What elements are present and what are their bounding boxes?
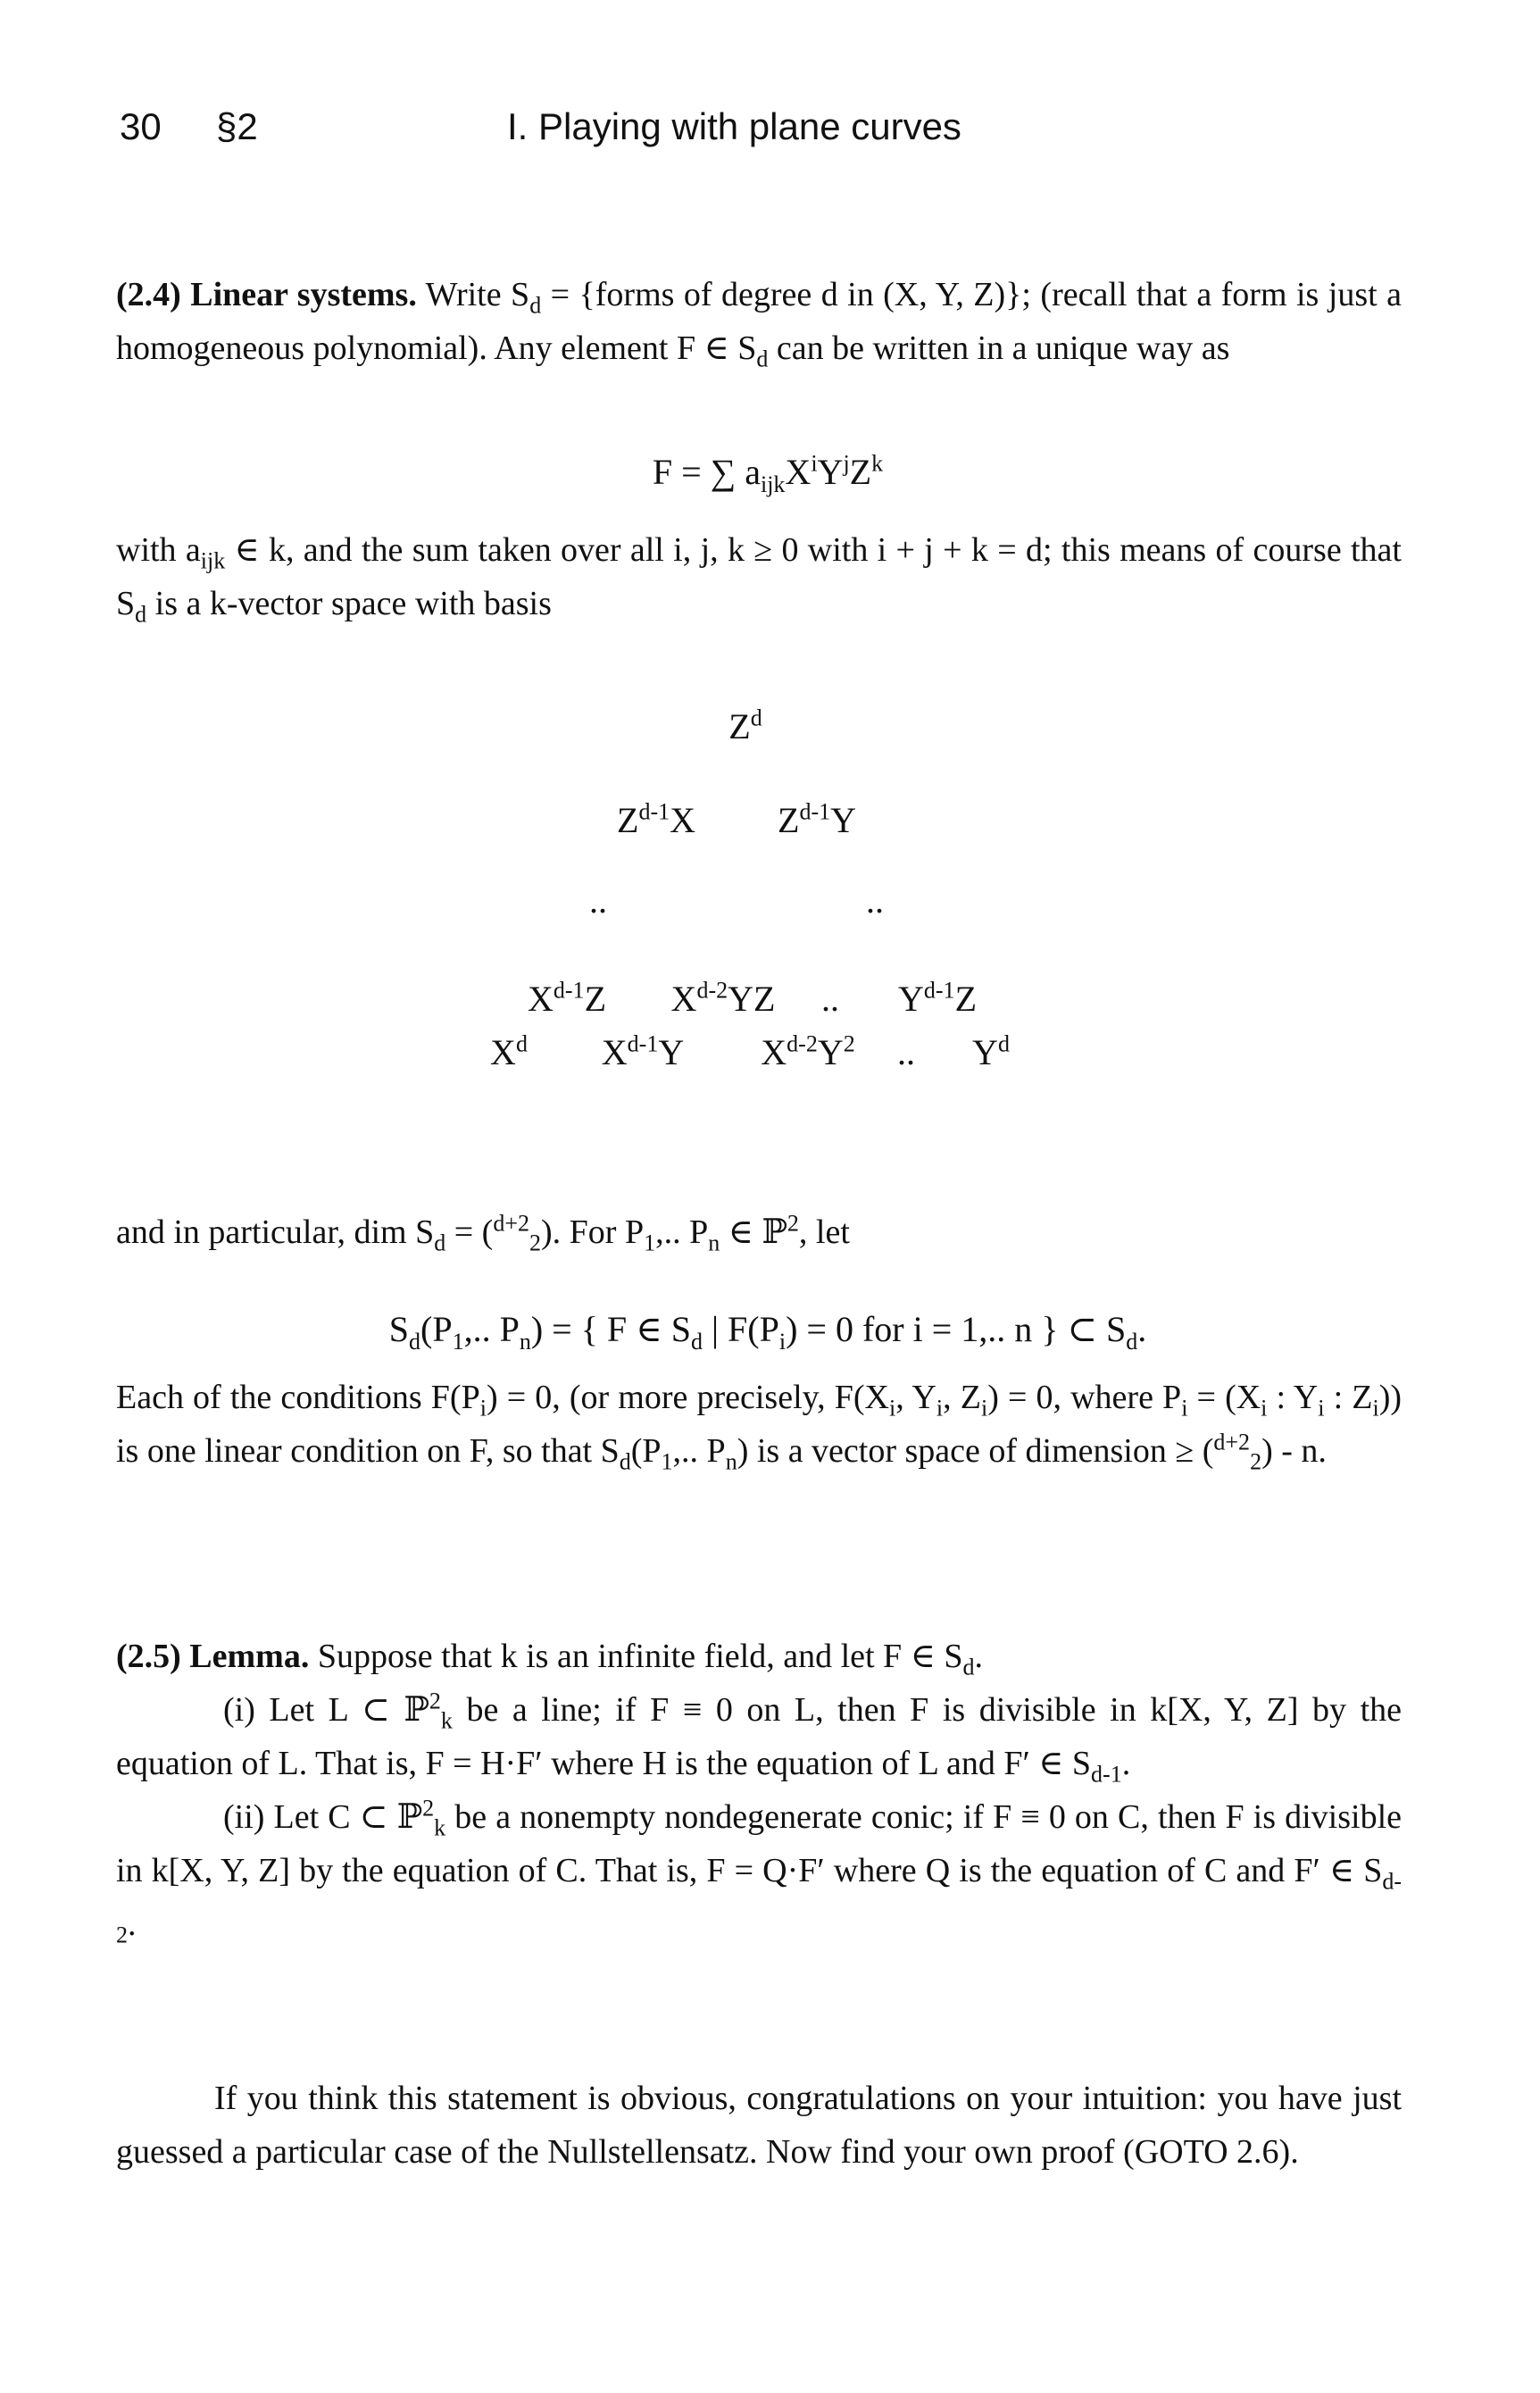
section-2-4-label: (2.4) Linear systems. — [116, 276, 417, 313]
basis-ellipsis: .. — [821, 979, 839, 1019]
basis-term: $Z^d$ — [728, 705, 762, 746]
chapter-title: I. Playing with plane curves — [507, 105, 961, 147]
basis-ellipsis: .. — [589, 880, 607, 921]
basis-ellipsis: .. — [897, 1032, 915, 1072]
section-2-4-basis-text: with $a_{ijk}$ ∈ k, and the sum taken over all i, j, k ≥ 0 with i + j + k = d; this means of course that $S_d$ is a k-vector space with basis — [116, 531, 1402, 628]
closing-remark: If you think this statement is obvious, congratulations on your intuition: you have just guessed a particular case of the Nullstellensatz. Now find your own proof (GOTO 2.6). — [116, 2080, 1402, 2171]
page — [116, 0, 1419, 2393]
basis-term: $X^{d-1}Y$ — [601, 1030, 685, 1072]
conditions-paragraph: Each of the conditions $F(P_i) = 0$, (or more precisely, $F(X_i$, $Y_i$, $Z_i) = 0$, where $P_i = (X_i$ : $Y_i$ : $Z_i$)) is one linear condition on F, so that $S_d(P_1$,.. $P_n$) is a vector space of dimension ≥ ($^{d+2}_2$) - n. — [116, 1379, 1402, 1475]
section-marker: §2 — [216, 105, 258, 147]
page-number: 30 — [120, 105, 162, 147]
basis-ellipsis: .. — [866, 880, 884, 921]
dimension-text: and in particular, dim $S_d = (^{d+2}_2)$. For $P_1$,.. $P_n$ ∈ ℙ$^2$, let — [116, 1210, 850, 1256]
basis-term: $Y^{d-1}Z$ — [898, 977, 977, 1019]
basis-term: $Z^{d-1}X$ — [617, 798, 695, 840]
basis-term: $X^{d-2}Y^2$ — [761, 1030, 855, 1072]
basis-term: $Z^{d-1}Y$ — [778, 798, 856, 840]
basis-term: $X^{d-2}YZ$ — [670, 977, 776, 1019]
basis-term: $X^d$ — [490, 1030, 528, 1072]
section-2-4-intro: (2.4) Linear systems. Write $S_d$ = {forms of degree d in (X, Y, Z)}; (recall that a form is just a homogeneous polynomial). Any element F ∈ $S_d$ can be written in a unique way as — [116, 276, 1402, 372]
lemma-2-5-label: (2.5) Lemma. — [116, 1638, 310, 1675]
basis-term: $X^{d-1}Z$ — [528, 977, 606, 1019]
subspace-formula: $S_d(P_1$,.. $P_n$) = { F ∈ $S_d$ | $F(P_i) = 0$ for i = 1,.. n } ⊂ $S_d$. — [388, 1309, 1147, 1355]
lemma-2-5: (2.5) Lemma. Suppose that k is an infinite field, and let F ∈ $S_d$. (i) Let L ⊂ ℙ$^2_k$ be a line; if F ≡ 0 on L, then F is divisible in k[X, Y, Z] by the equation of L. That is, F = H·F′ where H is the equation of L and F′ ∈ $S_{d-1}$. (ii) Let C ⊂ ℙ$^2_k$ be a nonempty nondegenerate conic; if F ≡ 0 on C, then F is divisible in k[X, Y, Z] by the equation of C. That is, F = Q·F′ where Q is the equation of C and F′ ∈ $S_{d-2}$. — [116, 1638, 1402, 1948]
sum-formula: F = ∑ $a_{ijk}X^iY^jZ^k$ — [652, 450, 884, 497]
basis-term: $Y^d$ — [972, 1030, 1010, 1072]
